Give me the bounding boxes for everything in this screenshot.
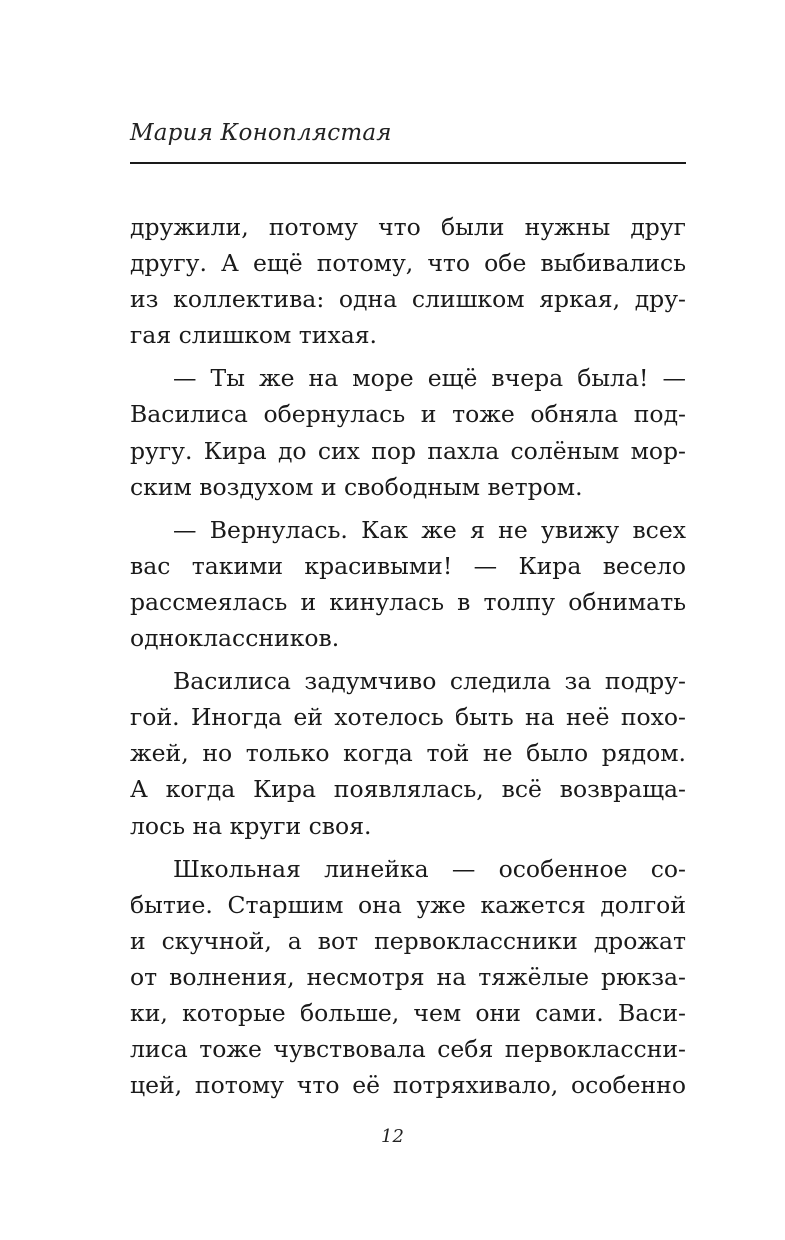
page-number: 12 — [381, 1126, 404, 1147]
text-line: Школьная линейка — особенное со- — [173, 854, 686, 883]
text-line: — Ты же на море ещё вчера была! — — [173, 364, 686, 393]
text-line: цей, потому что её потряхивало, особенно — [130, 1071, 686, 1100]
text-line: ругу. Кира до сих пор пахла солёным мор- — [130, 436, 686, 465]
text-line: А когда Кира появлялась, всё возвраща- — [130, 775, 686, 804]
text-line: рассмеялась и кинулась в толпу обнимать — [130, 587, 686, 616]
paragraph-gap — [130, 844, 686, 851]
text-line: дружили, потому что были нужны друг — [130, 213, 686, 241]
text-line: ским воздухом и свободным ветром. — [130, 472, 583, 501]
text-line: от волнения, несмотря на тяжёлые рюкза- — [130, 962, 686, 991]
text-line: Василиса задумчиво следила за подру- — [173, 667, 686, 696]
text-line: — Вернулась. Как же я не увижу всех — [173, 515, 686, 544]
paragraph-gap — [130, 505, 686, 512]
text-line: бытие. Старшим она уже кажется долгой — [130, 890, 686, 919]
paragraph-gap — [130, 656, 686, 663]
body-text — [130, 209, 686, 1103]
text-line: ки, которые больше, чем они сами. Васи- — [130, 998, 686, 1027]
text-line: гой. Иногда ей хотелось быть на неё похо- — [130, 703, 686, 732]
text-line: Василиса обернулась и тоже обняла под- — [130, 400, 686, 429]
text-line: гая слишком тихая. — [130, 321, 378, 350]
paragraph-gap — [130, 353, 686, 360]
text-line: вас такими красивыми! — Кира весело — [130, 551, 686, 580]
text-line: из коллектива: одна слишком яркая, дру- — [130, 285, 686, 314]
header-rule — [130, 162, 686, 164]
text-line: жей, но только когда той не было рядом. — [130, 739, 686, 768]
running-head-author: Мария Коноплястая — [130, 120, 392, 146]
text-line: другу. А ещё потому, что обе выбивались — [130, 249, 686, 278]
text-line: одноклассников. — [130, 624, 340, 653]
text-line: лось на круги своя. — [130, 811, 372, 840]
text-line: и скучной, а вот первоклассники дрожат — [130, 926, 686, 955]
text-line: лиса тоже чувствовала себя первоклассни- — [130, 1035, 686, 1064]
